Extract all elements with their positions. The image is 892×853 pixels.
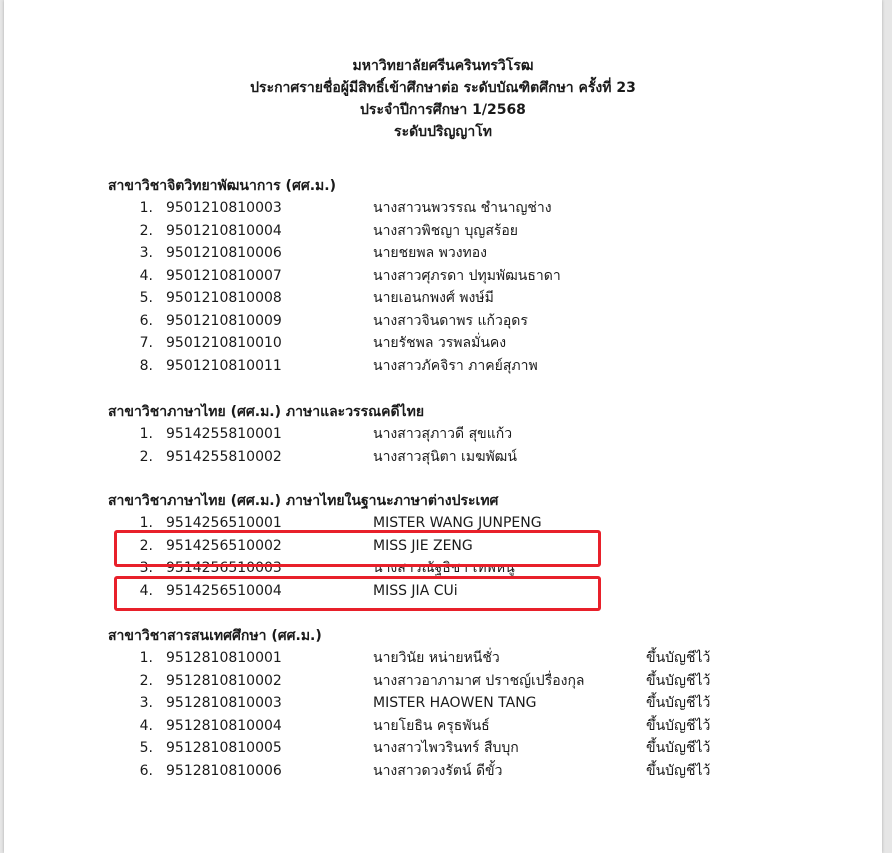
student-name: นางสาวดวงรัตน์ ดีขั้ว: [373, 762, 503, 779]
student-id: 9514256510004: [166, 582, 282, 599]
student-number: 4.: [139, 267, 153, 284]
section-title: สาขาวิชาจิตวิทยาพัฒนาการ (ศศ.ม.): [108, 178, 336, 194]
student-name: MISS JIA CUi: [373, 582, 458, 599]
student-name: นายเอนกพงศ์ พงษ์มี: [373, 290, 494, 306]
degree-level: ระดับปริญญาโท: [394, 124, 492, 140]
student-name: นางสาวณัฐธิชา เทพหนู: [373, 560, 515, 576]
student-number: 4.: [139, 582, 153, 599]
student-id: 9512810810002: [166, 672, 282, 689]
section-title: สาขาวิชาสารสนเทศศึกษา (ศศ.ม.): [108, 628, 322, 644]
student-id: 9501210810004: [166, 222, 282, 239]
announcement-title: ประกาศรายชื่อผู้มีสิทธิ์เข้าศึกษาต่อ ระดับบัณฑิตศึกษา ครั้งที่ 23: [250, 80, 636, 96]
student-number: 5.: [139, 290, 153, 306]
student-number: 1.: [139, 650, 153, 666]
student-remark: ขึ้นบัญชีไว้: [646, 672, 711, 689]
section-information-studies: [108, 625, 808, 782]
student-id: 9512810810005: [166, 740, 282, 756]
student-name: นางสาวนพวรรณ ชำนาญช่าง: [373, 200, 552, 216]
student-row: [108, 197, 808, 220]
student-name: นายชยพล พวงทอง: [373, 245, 487, 261]
student-remark: ขึ้นบัญชีไว้: [646, 717, 711, 734]
student-remark: ขึ้นบัญชีไว้: [646, 762, 711, 779]
student-remark: ขึ้นบัญชีไว้: [646, 650, 711, 666]
student-row: [108, 760, 808, 783]
student-name: นายรัชพล วรพลมั่นคง: [373, 335, 507, 351]
student-number: 5.: [139, 740, 153, 756]
student-id: 9512810810006: [166, 762, 282, 779]
student-row: [108, 220, 808, 243]
student-name: MISS JIE ZENG: [373, 537, 473, 554]
student-number: 2.: [139, 222, 153, 239]
student-id: 9512810810001: [166, 650, 282, 666]
student-number: 7.: [139, 335, 153, 351]
student-name: MISTER WANG JUNPENG: [373, 515, 542, 531]
student-row: [108, 287, 808, 310]
section-title: สาขาวิชาภาษาไทย (ศศ.ม.) ภาษาไทยในฐานะภาษาต่างประเทศ: [108, 493, 499, 509]
highlight-box-jia-cui: [114, 576, 601, 611]
student-name: นายวินัย หน่ายหนีชั่ว: [373, 650, 500, 666]
student-row: [108, 265, 808, 288]
student-number: 2.: [139, 672, 153, 689]
student-number: 1.: [139, 426, 153, 442]
student-number: 3.: [139, 245, 153, 261]
student-name: นางสาวพิชญา บุญสร้อย: [373, 222, 518, 239]
student-id: 9514255810002: [166, 448, 282, 465]
student-id: 9514256510003: [166, 560, 282, 576]
student-row: [108, 692, 808, 715]
student-row: [108, 332, 808, 355]
student-name: นายโยธิน ครุธพันธ์: [373, 717, 490, 734]
student-id: 9512810810004: [166, 717, 282, 734]
student-number: 3.: [139, 560, 153, 576]
student-row: [108, 670, 808, 693]
student-name: นางสาวภัคจิรา ภาคย์สุภาพ: [373, 357, 538, 374]
student-row: [108, 715, 808, 738]
student-id: 9501210810006: [166, 245, 282, 261]
section-title: สาขาวิชาภาษาไทย (ศศ.ม.) ภาษาและวรรณคดีไทย: [108, 404, 425, 420]
document-header: [4, 55, 882, 143]
student-row: [108, 355, 808, 378]
student-row: [108, 647, 808, 670]
university-name: มหาวิทยาลัยศรีนครินทรวิโรฒ: [352, 58, 534, 74]
section-thai-language-literature: [108, 401, 808, 468]
academic-year: ประจำปีการศึกษา 1/2568: [360, 102, 526, 118]
student-id: 9514256510001: [166, 515, 282, 531]
student-name: นางสาวจินดาพร แก้วอุดร: [373, 312, 528, 329]
student-remark: ขึ้นบัญชีไว้: [646, 695, 711, 711]
student-row: [108, 737, 808, 760]
student-number: 6.: [139, 762, 153, 779]
student-number: 3.: [139, 695, 153, 711]
student-row: [108, 242, 808, 265]
student-number: 1.: [139, 515, 153, 531]
student-remark: ขึ้นบัญชีไว้: [646, 740, 711, 756]
student-id: 9514255810001: [166, 426, 282, 442]
student-number: 6.: [139, 312, 153, 329]
student-id: 9501210810008: [166, 290, 282, 306]
student-row: [108, 423, 808, 446]
student-id: 9501210810011: [166, 357, 282, 374]
student-row: [108, 446, 808, 469]
student-row: [108, 310, 808, 333]
student-id: 9514256510002: [166, 537, 282, 554]
student-name: นางสาวศุภรดา ปทุมพัฒนธาดา: [373, 267, 561, 284]
student-number: 8.: [139, 357, 153, 374]
student-name: นางสาวไพวรินทร์ สืบบุก: [373, 740, 519, 756]
student-number: 1.: [139, 200, 153, 216]
student-number: 2.: [139, 537, 153, 554]
highlight-box-jie-zeng: [114, 530, 601, 567]
student-name: MISTER HAOWEN TANG: [373, 695, 537, 711]
student-id: 9501210810010: [166, 335, 282, 351]
document-page: [4, 0, 882, 853]
section-developmental-psychology: [108, 175, 808, 377]
student-number: 4.: [139, 717, 153, 734]
student-id: 9512810810003: [166, 695, 282, 711]
student-id: 9501210810003: [166, 200, 282, 216]
student-id: 9501210810009: [166, 312, 282, 329]
student-id: 9501210810007: [166, 267, 282, 284]
student-name: นางสาวสุภาวดี สุขแก้ว: [373, 426, 513, 442]
student-name: นางสาวอาภามาศ ปราชญ์เปรื่องกุล: [373, 672, 585, 689]
student-number: 2.: [139, 448, 153, 465]
student-name: นางสาวสุนิตา เมฆพัฒน์: [373, 448, 517, 465]
